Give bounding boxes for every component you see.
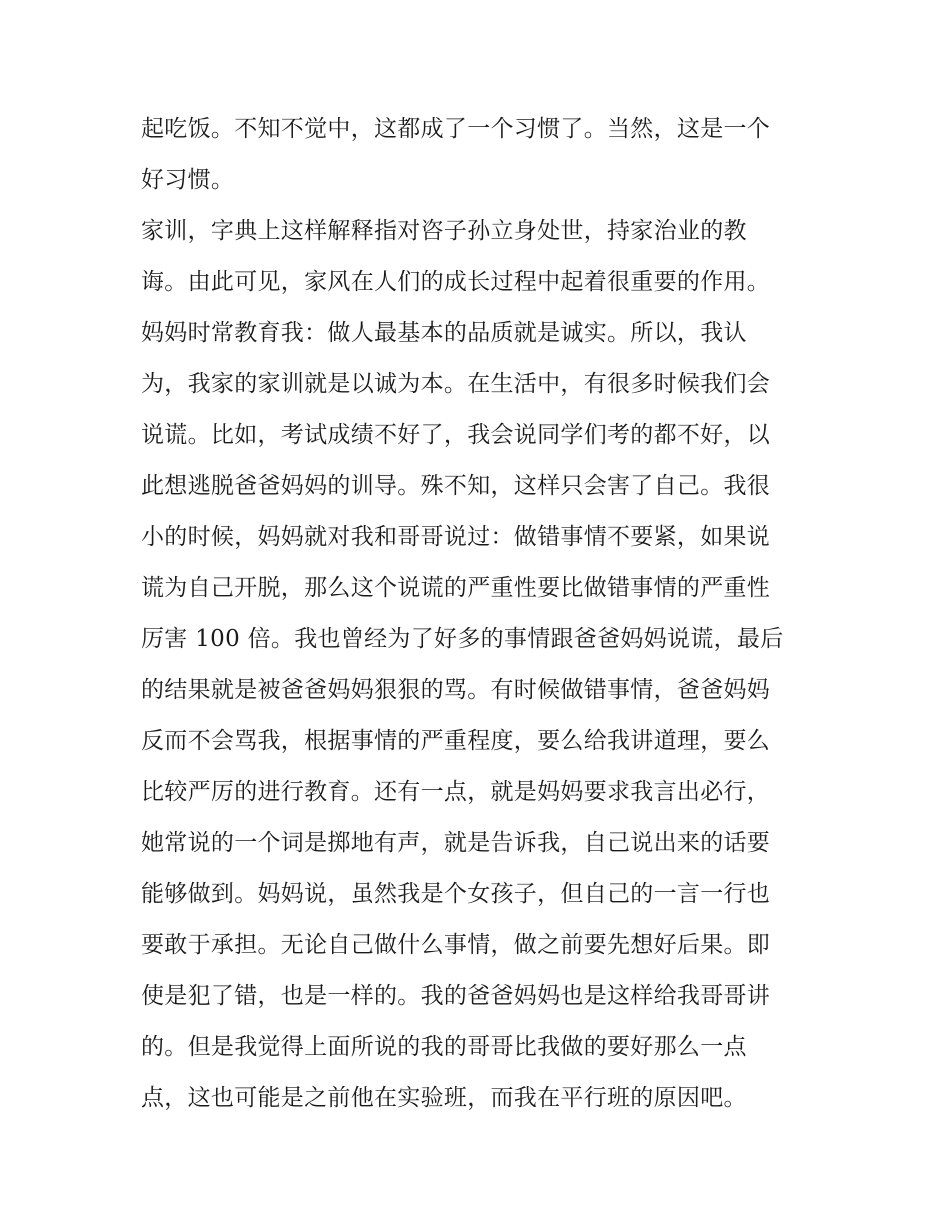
text-line-9: 小的时候，妈妈就对我和哥哥说过：做错事情不要紧，如果说: [141, 524, 771, 550]
text-line-4: 诲。由此可见，家风在人们的成长过程中起着很重要的作用。: [141, 269, 771, 295]
text-line-12: 的结果就是被爸爸妈妈狠狠的骂。有时候做错事情，爸爸妈妈: [141, 677, 771, 703]
text-line-15: 她常说的一个词是掷地有声，就是告诉我，自己说出来的话要: [141, 830, 771, 856]
text-line-18: 使是犯了错，也是一样的。我的爸爸妈妈也是这样给我哥哥讲: [141, 983, 771, 1009]
body-text: [141, 104, 831, 1124]
text-line-2: 好习惯。: [141, 167, 235, 193]
text-line-19: 的。但是我觉得上面所说的我的哥哥比我做的要好那么一点: [141, 1034, 747, 1060]
text-line-13: 反而不会骂我，根据事情的严重程度，要么给我讲道理，要么: [141, 728, 771, 754]
text-line-16: 能够做到。妈妈说，虽然我是个女孩子，但自己的一言一行也: [141, 881, 771, 907]
text-line-7: 说谎。比如，考试成绩不好了，我会说同学们考的都不好，以: [141, 422, 771, 448]
text-line-14: 比较严厉的进行教育。还有一点，就是妈妈要求我言出必行，: [141, 779, 771, 805]
text-line-8: 此想逃脱爸爸妈妈的训导。殊不知，这样只会害了自己。我很: [141, 473, 771, 499]
text-line-5: 妈妈时常教育我：做人最基本的品质就是诚实。所以，我认: [141, 320, 747, 346]
text-line-20: 点，这也可能是之前他在实验班，而我在平行班的原因吧。: [141, 1085, 747, 1111]
text-line-6: 为，我家的家训就是以诚为本。在生活中，有很多时候我们会: [141, 371, 771, 397]
text-line-3: 家训，字典上这样解释指对咨子孙立身处世，持家治业的教: [141, 218, 747, 244]
text-line-17: 要敢于承担。无论自己做什么事情，做之前要先想好后果。即: [141, 932, 771, 958]
text-line-11: 厉害 100 倍。我也曾经为了好多的事情跟爸爸妈妈说谎，最后: [141, 626, 784, 652]
text-line-1: 起吃饭。不知不觉中，这都成了一个习惯了。当然，这是一个: [141, 116, 771, 142]
text-line-10: 谎为自己开脱，那么这个说谎的严重性要比做错事情的严重性: [141, 575, 771, 601]
